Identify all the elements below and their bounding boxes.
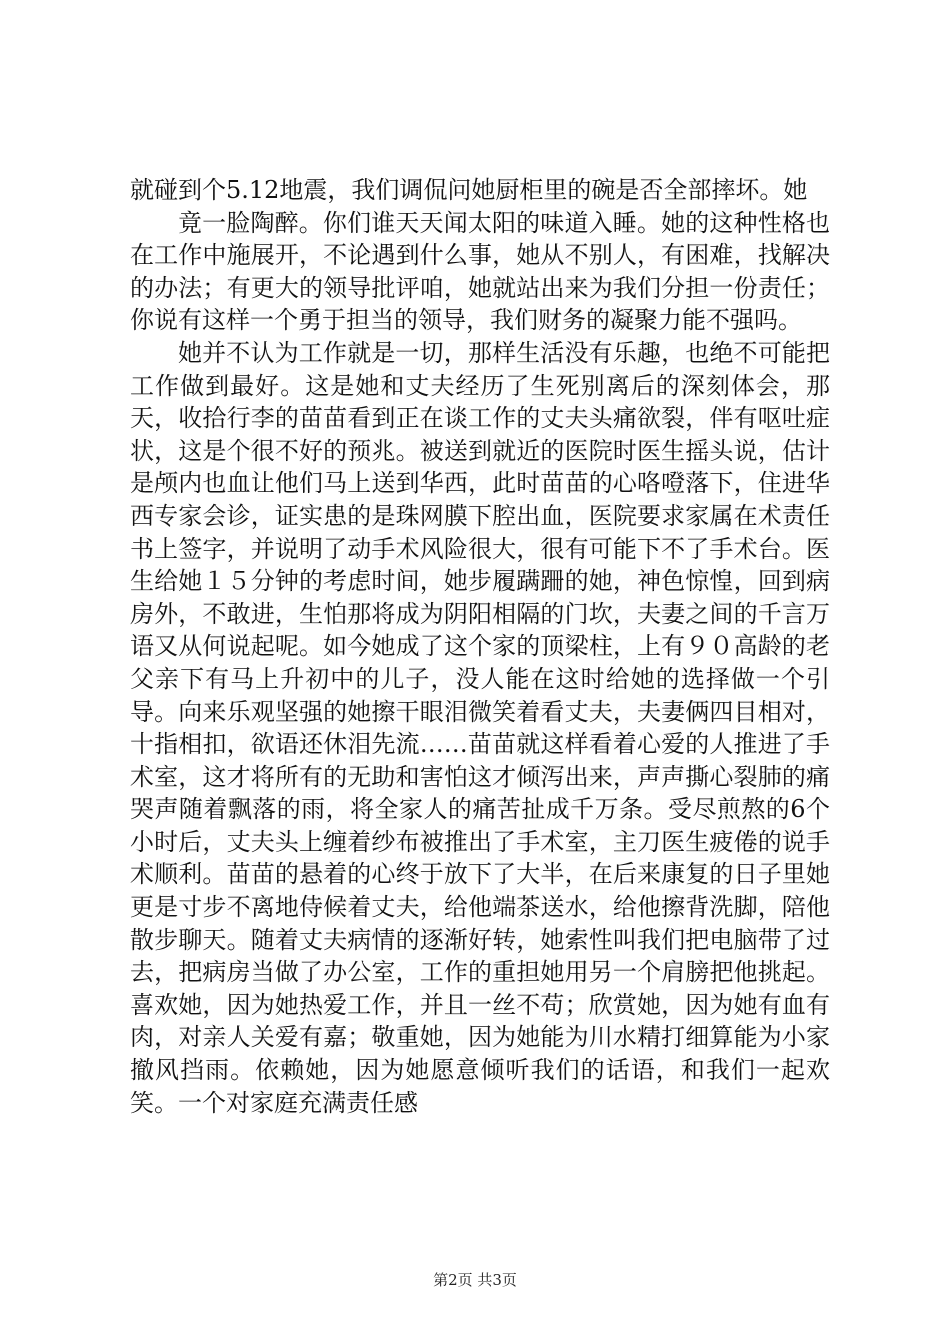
page-number-footer: 第2页 共3页 [433,1271,517,1289]
paragraph-continued: 就碰到个5.12地震，我们调侃问她厨柜里的碗是否全部摔坏。她 [130,176,808,204]
paragraph-story: 她并不认为工作就是一切，那样生活没有乐趣，也绝不可能把工作做到最好。这是她和丈夫经历了生死别离后的深刻体会，那天，收拾行李的苗苗看到正在谈工作的丈夫头痛欲裂，伴有呕吐症状，这是个很不好的预兆。被送到就近的医院时医生摇头说，估计是颅内也血让他们马上送到华西，此时苗苗的心咯噔落下，住进华西专家会诊，证实患的是珠网膜下腔出血，医院要求家属在术责任书上签字，并说明了动手术风险很大，很有可能下不了手术台。医生给她１５分钟的考虑时间，她步履蹒跚的她，神色惊惶，回到病房外，不敢进，生怕那将成为阴阳相隔的门坎，夫妻之间的千言万语又从何说起呢。如今她成了这个家的顶梁柱，上有９０高龄的老父亲下有马上升初中的儿子，没人能在这时给她的选择做一个引导。向来乐观坚强的她擦干眼泪微笑着看丈夫，夫妻俩四目相对，十指相扣，欲语还休泪先流……苗苗就这样看着心爱的人推进了手术室，这才将所有的无助和害怕这才倾泻出来，声声撕心裂肺的痛哭声随着飘落的雨，将全家人的痛苦扯成千万条。受尽煎熬的6个小时后，丈夫头上缠着纱布被推出了手术室，主刀医生疲倦的说手术顺利。苗苗的悬着的心终于放下了大半，在后来康复的日子里她更是寸步不离地侍候着丈夫，给他端茶送水，给他擦背洗脚，陪他散步聊天。随着丈夫病情的逐渐好转，她索性叫我们把电脑带了过去，把病房当做了办公室，工作的重担她用另一个肩膀把他挑起。喜欢她，因为她热爱工作，并且一丝不苟；欣赏她，因为她有血有肉，对亲人关爱有嘉；敬重她，因为她能为川水精打细算能为小家撤风挡雨。依赖她，因为她愿意倾听我们的话语，和我们一起欢笑。一个对家庭充满责任感 [130,338,830,1117]
document-body [130,174,830,1119]
paragraph-character: 竟一脸陶醉。你们谁天天闻太阳的味道入睡。她的这种性格也在工作中施展开，不论遇到什么事，她从不别人，有困难，找解决的办法；有更大的领导批评咱，她就站出来为我们分担一份责任；你说有这样一个勇于担当的领导，我们财务的凝聚力能不强吗。 [130,208,830,335]
